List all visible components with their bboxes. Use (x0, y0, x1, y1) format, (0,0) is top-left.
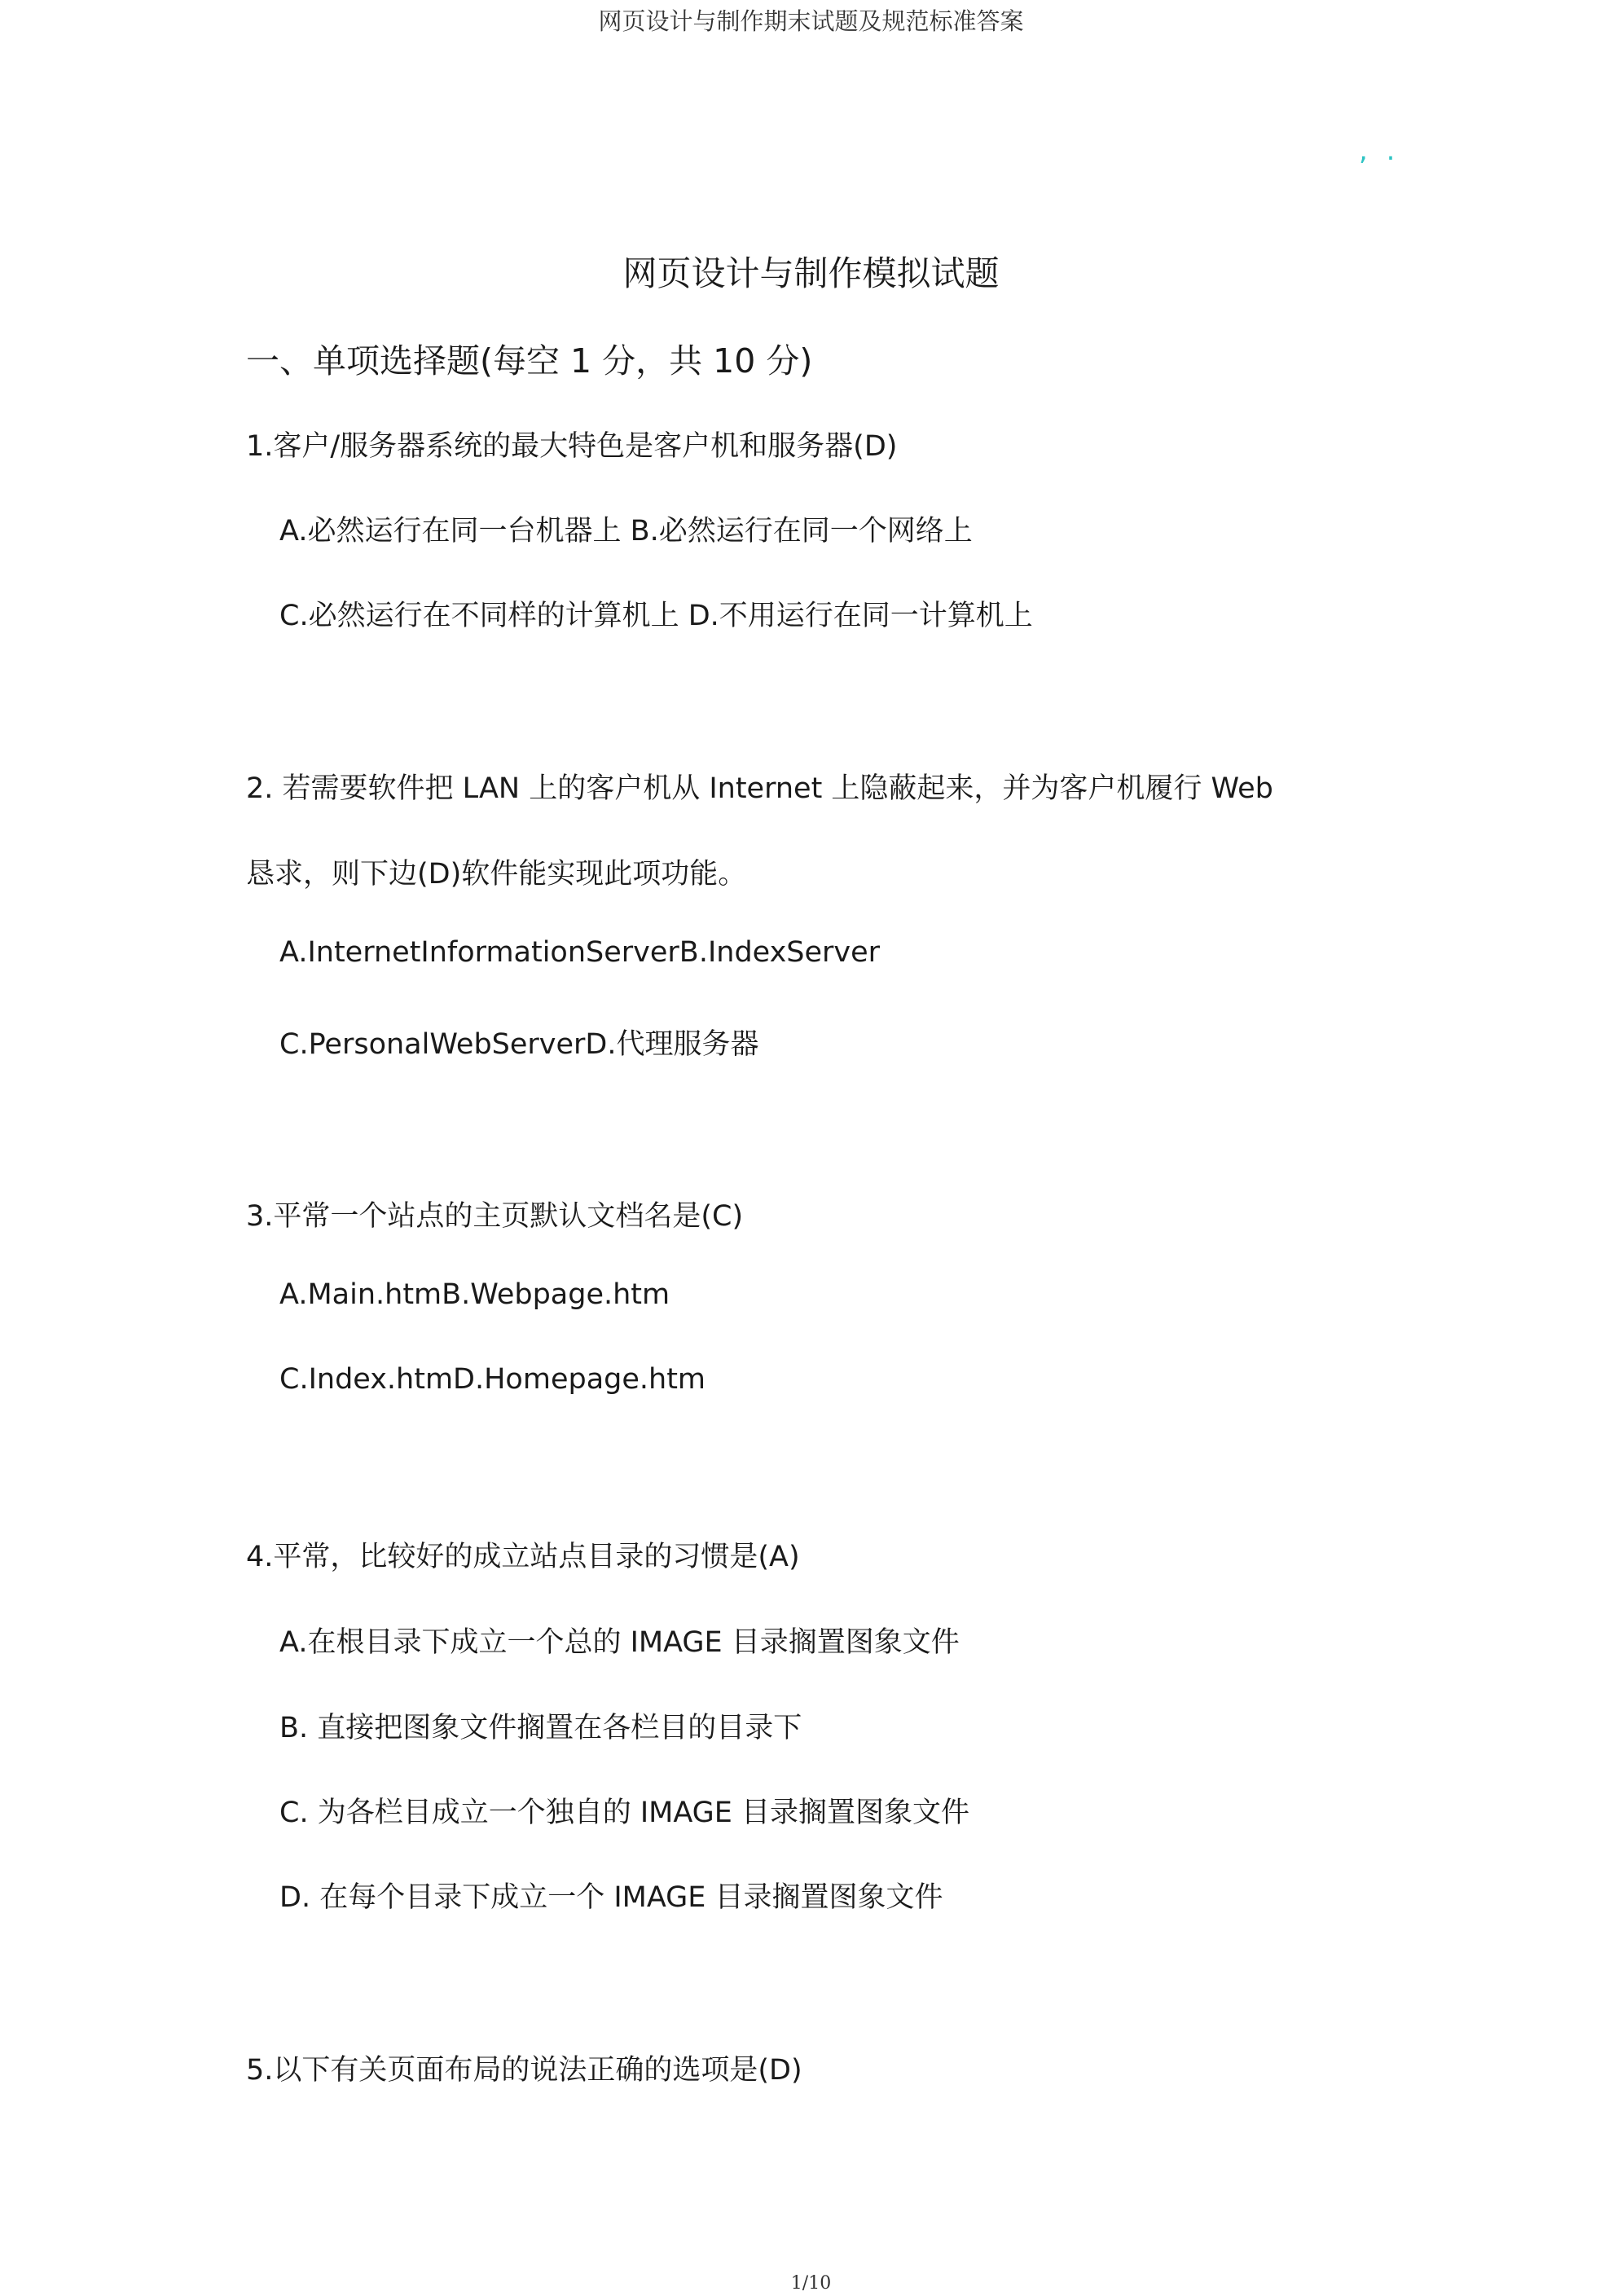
question-2-option-line-2: C.PersonalWebServerD.代理服务器 (279, 1028, 759, 1061)
document-title: 网页设计与制作模拟试题 (622, 253, 1000, 293)
question-4-option-b: B. 直接把图象文件搁置在各栏目的目录下 (279, 1712, 802, 1744)
question-1-option-line-1: A.必然运行在同一台机器上 B.必然运行在同一个网络上 (279, 515, 973, 548)
page-header-title: 网页设计与制作期末试题及规范标准答案 (598, 7, 1024, 35)
corner-mark: , . (1359, 134, 1400, 167)
question-4-option-d: D. 在每个目录下成立一个 IMAGE 目录搁置图象文件 (279, 1881, 943, 1914)
question-2-option-line-1: A.InternetInformationServerB.IndexServer (279, 936, 881, 969)
question-3-option-line-1: A.Main.htmB.Webpage.htm (279, 1278, 670, 1311)
question-4-option-a: A.在根目录下成立一个总的 IMAGE 目录搁置图象文件 (279, 1626, 960, 1659)
page-number: 1/10 (790, 2273, 832, 2294)
question-3-text: 3.平常一个站点的主页默认文档名是(C) (246, 1200, 744, 1233)
question-4-option-c: C. 为各栏目成立一个独自的 IMAGE 目录搁置图象文件 (279, 1797, 970, 1829)
question-2-text-line-1: 2. 若需要软件把 LAN 上的客户机从 Internet 上隐蔽起来，并为客户机履行 Web (246, 772, 1273, 805)
question-5-text: 5.以下有关页面布局的说法正确的选项是(D) (246, 2054, 802, 2087)
question-1-text: 1.客户/服务器系统的最大特色是客户机和服务器(D) (246, 430, 898, 463)
section-heading: 一、单项选择题(每空 1 分，共 10 分) (246, 341, 813, 380)
question-2-text-line-2: 恳求，则下边(D)软件能实现此项功能。 (246, 858, 747, 891)
question-4-text: 4.平常，比较好的成立站点目录的习惯是(A) (246, 1541, 800, 1573)
question-1-option-line-2: C.必然运行在不同样的计算机上 D.不用运行在同一计算机上 (279, 600, 1033, 632)
question-3-option-line-2: C.Index.htmD.Homepage.htm (279, 1363, 706, 1396)
